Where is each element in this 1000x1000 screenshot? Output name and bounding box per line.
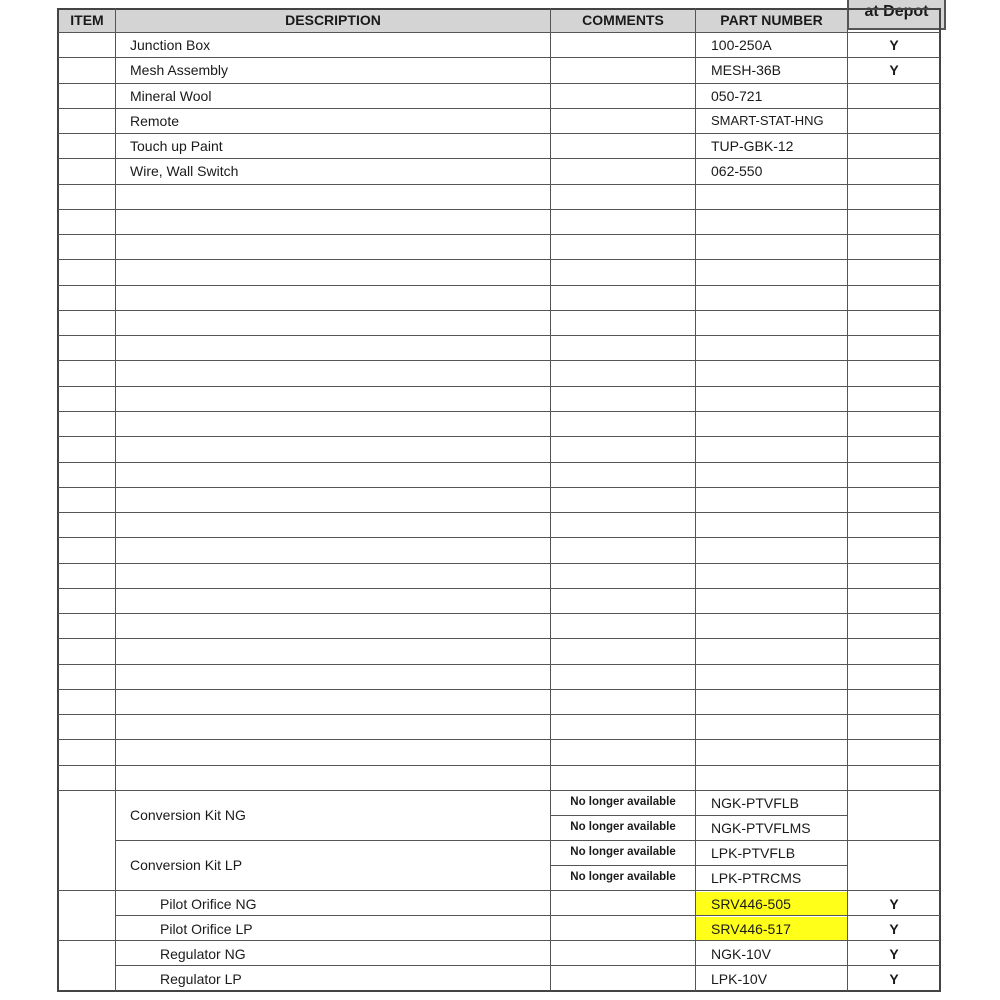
sub-item-part-number: LPK-10V [711,971,768,987]
grid-hline [58,739,940,740]
grid-hline [58,335,940,336]
row-description: Mesh Assembly [130,62,229,78]
part-number: NGK-PTVFLMS [711,820,811,836]
grid-hline [58,563,940,564]
grid-hline [58,638,940,639]
comment-no-longer-available: No longer available [570,796,676,808]
sub-item-description: Regulator NG [160,946,246,962]
row-part-number: 062-550 [711,163,763,179]
comment-no-longer-available: No longer available [570,821,676,833]
grid-hline [58,436,940,437]
header-description: DESCRIPTION [116,8,550,32]
grid-hline [58,209,940,210]
grid-hline [58,184,940,185]
sub-item-at-depot: Y [889,921,899,937]
grid-hline [116,840,940,841]
row-description: Touch up Paint [130,138,223,154]
grid-hline [58,57,940,58]
sub-item-at-depot: Y [889,946,899,962]
row-part-number: MESH-36B [711,62,782,78]
at-depot-label: at Depot [864,3,929,20]
grid-hline [58,386,940,387]
sub-item-part-number: NGK-10V [711,946,771,962]
grid-hline [58,664,940,665]
grid-hline [58,890,940,891]
grid-hline [58,360,940,361]
header-part-number: PART NUMBER [696,8,847,32]
grid-hline [58,940,940,941]
grid-hline [58,689,940,690]
sub-item-description: Regulator LP [160,971,242,987]
grid-hline [58,83,940,84]
grid-hline [58,411,940,412]
row-at-depot: Y [889,62,899,78]
grid-hline [58,714,940,715]
grid-hline [58,158,940,159]
row-description: Junction Box [130,37,211,53]
grid-hline [58,790,940,791]
row-at-depot: Y [889,37,899,53]
grid-vline [847,8,848,991]
row-part-number: TUP-GBK-12 [711,138,794,154]
grid-hline [58,108,940,109]
sub-item-part-number: SRV446-517 [711,921,791,937]
grid-hline [58,512,940,513]
row-part-number: 100-250A [711,37,772,53]
grid-hline [58,32,940,33]
sub-item-description: Pilot Orifice NG [160,896,257,912]
grid-hline [58,588,940,589]
header-comments: COMMENTS [551,8,695,32]
sub-item-at-depot: Y [889,971,899,987]
grid-hline [58,133,940,134]
grid-hline [551,865,847,866]
grid-vline [115,8,116,991]
parts-table [57,8,941,992]
grid-hline [116,915,940,916]
grid-hline [58,310,940,311]
conversion-kit-lp-description: Conversion Kit LP [130,857,243,873]
row-description: Remote [130,113,180,129]
row-description: Wire, Wall Switch [130,163,239,179]
comment-no-longer-available: No longer available [570,871,676,883]
grid-hline [58,259,940,260]
part-number: NGK-PTVFLB [711,795,799,811]
grid-vline [695,8,696,991]
grid-hline [551,815,847,816]
sub-item-part-number: SRV446-505 [711,896,791,912]
grid-vline [550,8,551,991]
sub-item-at-depot: Y [889,896,899,912]
grid-hline [58,285,940,286]
conversion-kit-ng-description: Conversion Kit NG [130,807,246,823]
grid-hline [58,537,940,538]
comment-no-longer-available: No longer available [570,846,676,858]
row-part-number: SMART-STAT-HNG [711,113,824,128]
part-number: LPK-PTVFLB [711,845,796,861]
grid-hline [58,613,940,614]
header-item: ITEM [59,8,115,32]
sub-item-description: Pilot Orifice LP [160,921,253,937]
part-number: LPK-PTRCMS [711,870,802,886]
grid-hline [58,487,940,488]
row-part-number: 050-721 [711,88,763,104]
row-description: Mineral Wool [130,88,212,104]
grid-hline [116,965,940,966]
grid-hline [58,462,940,463]
grid-hline [58,765,940,766]
grid-hline [58,234,940,235]
